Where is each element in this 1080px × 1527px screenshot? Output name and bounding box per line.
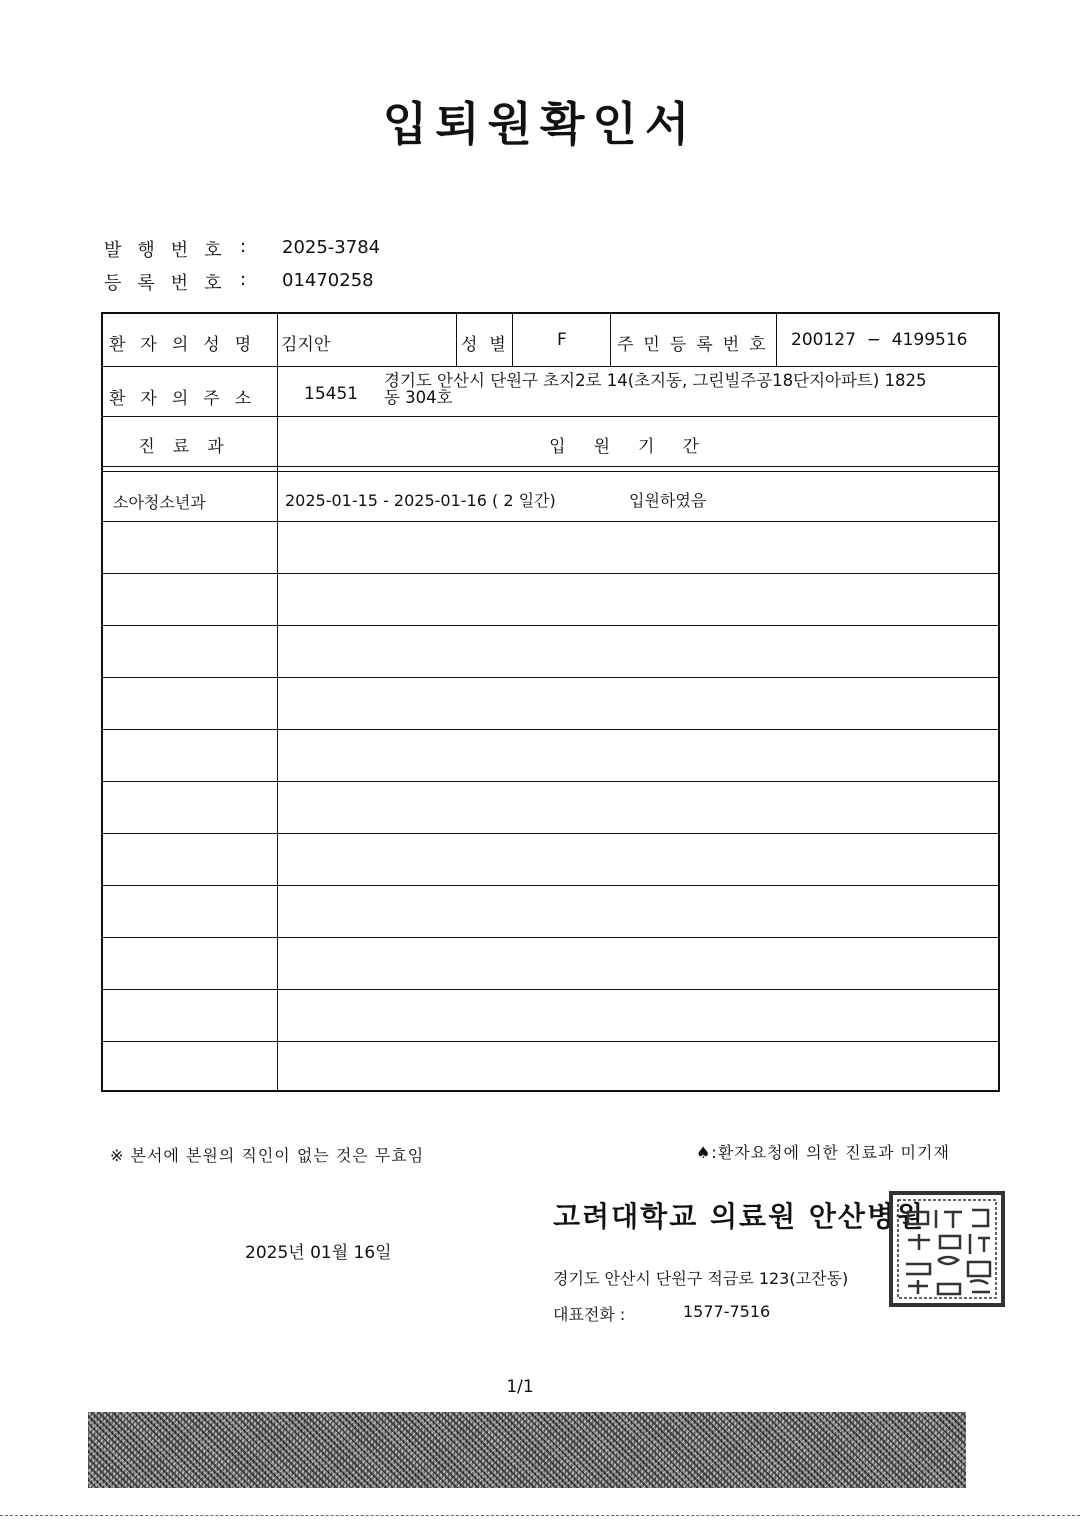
registration-number-colon: : [240,269,247,290]
table-rule [103,677,998,678]
patient-name-value: 김지안 [281,335,331,355]
issue-number-value: 2025-3784 [282,237,381,258]
document-title: 입퇴원확인서 [382,97,698,151]
row-dept: 소아청소년과 [113,493,206,512]
table-rule [103,573,998,574]
address-label: 환자의주소 [109,389,267,409]
issue-number-label: 발행번호 [104,240,238,261]
phone-label: 대표전화 : [553,1305,626,1324]
sex-label: 성별 [461,335,518,355]
table-rule [277,314,278,416]
validity-notice: ※ 본서에 본원의 직인이 없는 것은 무효임 [110,1146,425,1165]
table-rule [103,521,998,522]
table-rule [103,1041,998,1042]
registration-number-value: 01470258 [282,270,374,291]
table-rule [103,937,998,938]
phone-value: 1577-7516 [683,1302,771,1321]
sex-value: F [557,330,567,350]
security-pattern-band [88,1412,966,1488]
postal-code: 15451 [304,384,359,404]
period-header: 입원기간 [549,437,727,457]
row-status: 입원하였음 [629,491,707,510]
table-rule [103,989,998,990]
table-rule [103,729,998,730]
issue-date: 2025년 01월 16일 [245,1243,392,1263]
dept-header: 진료과 [138,437,242,457]
rrn-label: 주민등록번호 [617,335,776,355]
table-rule [103,416,998,417]
hospital-address: 경기도 안산시 단원구 적금로 123(고잔동) [553,1269,849,1288]
table-rule [776,314,777,366]
request-note: ♠:환자요청에 의한 진료과 미기재 [696,1143,950,1162]
address-line-1: 경기도 안산시 단원구 초지2로 14(초지동, 그린빌주공18단지아파트) 1825 [384,371,927,390]
table-rule [103,781,998,782]
table-rule [103,625,998,626]
hospital-name: 고려대학교 의료원 안산병원 [553,1200,926,1233]
table-rule [456,314,457,366]
issue-number-colon: : [240,236,247,257]
rrn-value: 200127 − 4199516 [791,330,968,350]
hospital-seal-icon [888,1190,1006,1308]
table-rule [103,833,998,834]
bottom-rule [0,1515,1080,1516]
table-rule [103,466,998,467]
table-rule [277,416,278,1090]
address-line-2: 동 304호 [384,388,453,407]
table-rule [103,471,998,472]
page-number: 1/1 [506,1377,534,1397]
patient-name-label: 환자의성명 [109,335,267,355]
table-rule [103,366,998,367]
admission-table [101,312,1000,1092]
table-rule [610,314,611,366]
row-period: 2025-01-15 - 2025-01-16 ( 2 일간) [285,491,556,510]
registration-number-label: 등록번호 [104,273,238,294]
table-rule [103,885,998,886]
